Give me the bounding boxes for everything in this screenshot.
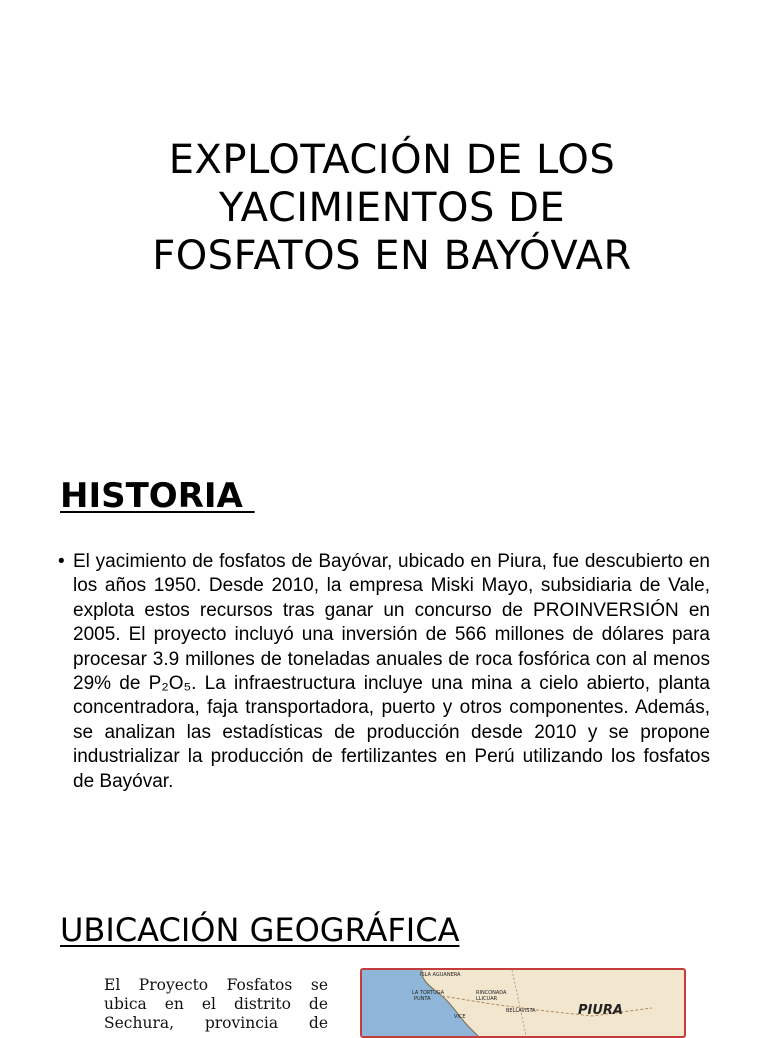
map-region-label: PIURA (578, 1003, 623, 1018)
title-line-1: EXPLOTACIÓN DE LOS (168, 137, 616, 183)
title-line-2: YACIMIENTOS DE (218, 185, 566, 231)
map-label-bellavista: BELLAVISTA (506, 1008, 536, 1014)
map-label-tortuga: LA TORTUGA (412, 990, 445, 996)
title-line-3: FOSFATOS EN BAYÓVAR (152, 233, 632, 279)
historia-paragraph: El yacimiento de fosfatos de Bayóvar, ubicado en Piura, fue descubierto en los años 1950. Desde 2010, la empresa Miski Mayo, subsidiaria de Vale, explota estos recursos tras ganar un concurso de PROINVERSIÓN en 2005. El proyecto incluyó una inversión de 566 millones de dólares para procesar 3.9 millones de toneladas anuales de roca fosfórica con al menos 29% de P₂O₅. La infraestructura incluye una mina a cielo abierto, planta concentradora, faja transportadora, puerto y otros componentes. Además, se analizan las estadísticas de producción desde 2010 y se propone industrializar la producción de fertilizantes en Perú utilizando los fosfatos de Bayóvar. (73, 551, 710, 792)
map-label-llicuar: LLICUAR (476, 996, 498, 1002)
map-label-rinconada: RINCONADA (476, 990, 507, 996)
location-map (360, 968, 686, 1038)
slide-title (40, 136, 744, 280)
map-sea (362, 970, 482, 1038)
ubicacion-heading: UBICACIÓN GEOGRÁFICA (60, 911, 460, 949)
map-graphic (362, 970, 686, 1038)
map-label-isla: ISLA AGUANERA (420, 972, 461, 978)
map-district-line (512, 970, 527, 1038)
ubicacion-scan-text: El Proyecto Fosfatos se ubica en el distrito de Sechura, provincia de (104, 976, 328, 1032)
bullet-icon: • (58, 551, 65, 572)
map-label-punta: PUNTA (414, 996, 431, 1002)
historia-bullet (58, 550, 710, 794)
map-label-vice: VICE (454, 1014, 466, 1020)
historia-heading: HISTORIA (60, 476, 255, 516)
